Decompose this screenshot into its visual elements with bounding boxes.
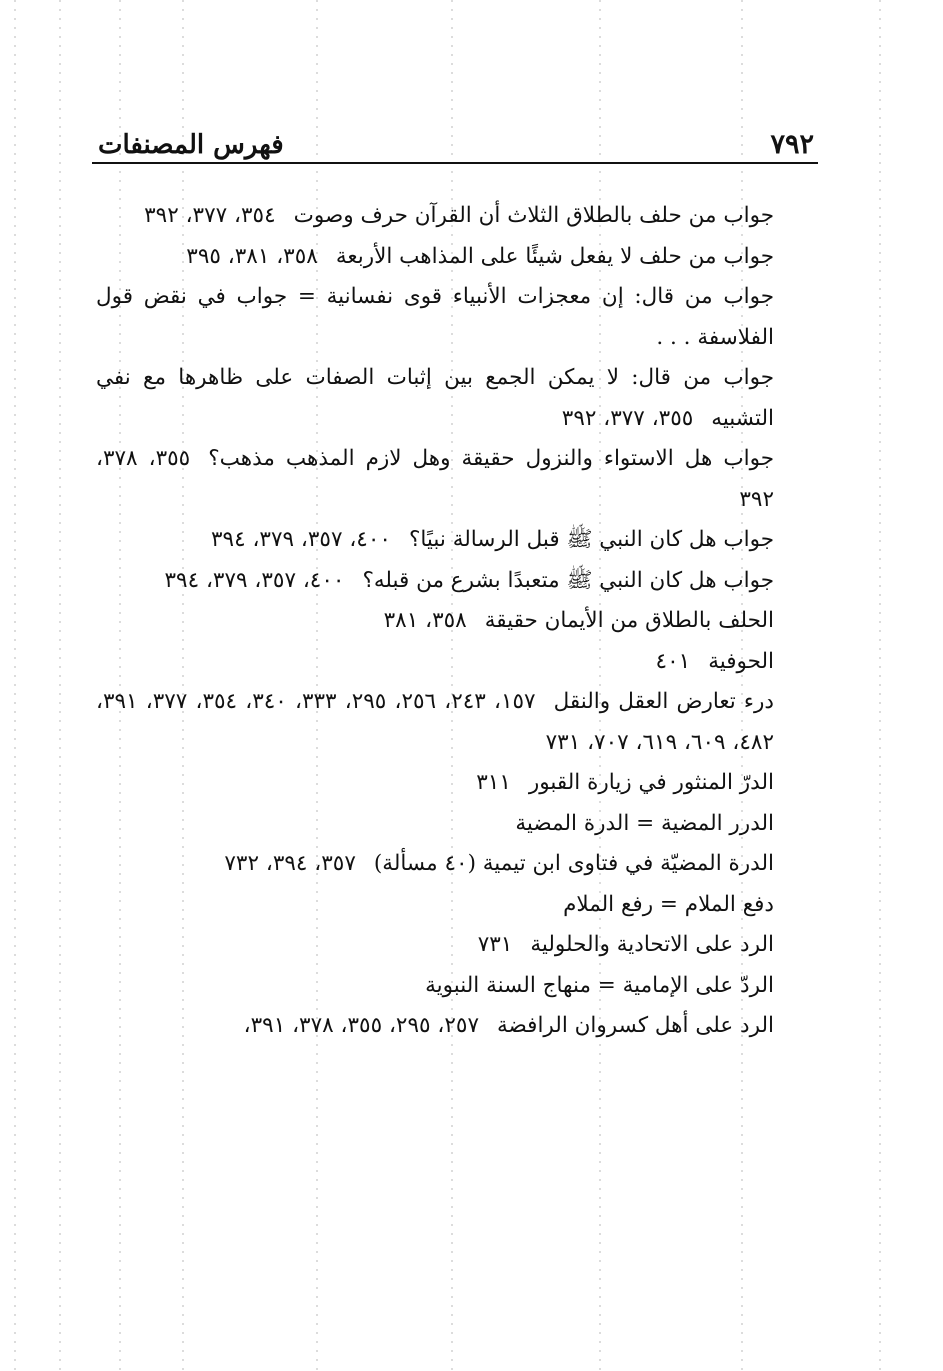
- index-entry: [96, 885, 774, 926]
- entry-page-refs: ٣٥٤، ٣٧٧، ٣٩٢: [144, 203, 276, 228]
- index-entry: [96, 925, 774, 966]
- entry-title: دفع الملام = رفع الملام: [563, 891, 774, 917]
- entry-page-refs: ٣٥٥، ٣٧٨، ٣٩٢: [96, 446, 774, 512]
- index-entry: [96, 601, 774, 642]
- entry-page-refs: ٣٥٧، ٣٩٤، ٧٣٢: [224, 851, 356, 876]
- index-entry: [96, 196, 774, 237]
- entry-title: الحلف بالطلاق من الأيمان حقيقة: [484, 608, 774, 633]
- entry-title: الردّ على الإمامية = منهاج السنة النبوية: [425, 972, 774, 998]
- entry-title: الرد على أهل كسروان الرافضة: [497, 1013, 774, 1038]
- index-entry: [96, 1006, 774, 1047]
- index-entry: [96, 439, 774, 520]
- entry-title: الرد على الاتحادية والحلولية: [530, 932, 774, 957]
- index-entry: [96, 763, 774, 804]
- entry-title: جواب هل كان النبي ﷺ متعبدًا بشرع من قبله؟: [362, 567, 774, 593]
- index-entry: [96, 520, 774, 561]
- entry-page-refs: ٢٥٧، ٢٩٥، ٣٥٥، ٣٧٨، ٣٩١،: [243, 1013, 479, 1038]
- entry-page-refs: ٤٠١: [655, 648, 691, 674]
- entry-page-refs: ٤٠٠، ٣٥٧، ٣٧٩، ٣٩٤: [210, 527, 391, 552]
- entry-title: جواب من قال: لا يمكن الجمع بين إثبات الصفات على ظاهرها مع نفي التشبيه: [96, 365, 774, 431]
- index-entry: [96, 804, 774, 845]
- entry-title: الدرّ المنثور في زيارة القبور: [528, 770, 774, 795]
- page-title: فهرس المصنفات: [98, 130, 284, 160]
- entry-title: درء تعارض العقل والنقل: [553, 689, 775, 714]
- index-entry: [96, 844, 774, 885]
- page-number: ٧٩٢: [770, 129, 814, 160]
- entry-page-refs: ٣١١: [476, 770, 511, 795]
- index-entries: [96, 196, 774, 1047]
- entry-page-refs: ٣٥٨، ٣٨١، ٣٩٥: [186, 243, 318, 269]
- entry-title: جواب هل الاستواء والنزول حقيقة وهل لازم المذهب مذهب؟: [208, 446, 774, 471]
- index-entry: [96, 682, 774, 763]
- index-entry: [96, 277, 774, 358]
- index-entry: [96, 561, 774, 602]
- entry-title: جواب من حلف لا يفعل شيئًا على المذاهب الأربعة: [335, 243, 774, 269]
- index-entry: [96, 358, 774, 439]
- entry-title: جواب هل كان النبي ﷺ قبل الرسالة نبيًا؟: [408, 527, 774, 552]
- entry-title: الدرة المضيّة في فتاوى ابن تيمية (٤٠ مسألة): [373, 851, 774, 876]
- header-rule: [92, 162, 818, 164]
- entry-page-refs: ٣٥٨، ٣٨١: [383, 608, 467, 633]
- entry-title: الدرر المضية = الدرة المضية: [515, 810, 774, 836]
- entry-title: جواب من حلف بالطلاق الثلاث أن القرآن حرف وصوت: [293, 203, 774, 228]
- entry-title: جواب من قال: إن معجزات الأنبياء قوى نفسانية = جواب في نقض قول الفلاسفة . . .: [96, 284, 774, 350]
- entry-title: الحوفية: [708, 648, 774, 674]
- entry-page-refs: ١٥٧، ٢٤٣، ٢٥٦، ٢٩٥، ٣٣٣، ٣٤٠، ٣٥٤، ٣٧٧، ٣٩١، ٤٨٢، ٦٠٩، ٦١٩، ٧٠٧، ٧٣١: [96, 689, 774, 755]
- index-entry: [96, 642, 774, 683]
- index-entry: [96, 966, 774, 1007]
- entry-page-refs: ٤٠٠، ٣٥٧، ٣٧٩، ٣٩٤: [164, 567, 345, 593]
- page-header: [92, 128, 818, 162]
- entry-page-refs: ٧٣١: [477, 932, 513, 957]
- entry-page-refs: ٣٥٥، ٣٧٧، ٣٩٢: [561, 405, 694, 431]
- index-entry: [96, 237, 774, 278]
